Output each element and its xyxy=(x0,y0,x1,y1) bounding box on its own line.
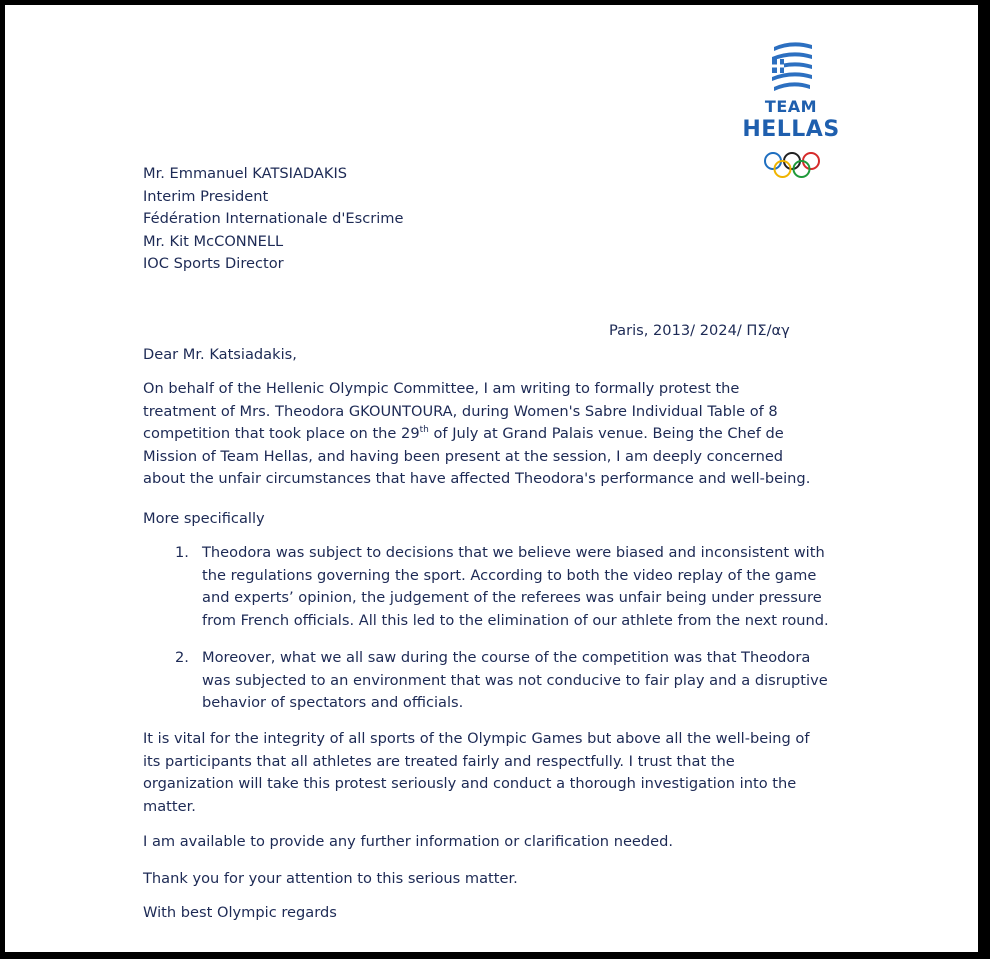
more-specifically-label: More specifically xyxy=(143,510,265,527)
paragraph-line: matter. xyxy=(143,797,196,815)
letter-page xyxy=(5,5,978,952)
date-reference-line: Paris, 2013/ 2024/ ΠΣ/αγ xyxy=(609,322,790,339)
closing-line: With best Olympic regards xyxy=(143,904,337,921)
olympic-rings-icon xyxy=(763,151,821,179)
salutation: Dear Mr. Katsiadakis, xyxy=(143,346,297,363)
list-item-line: and experts’ opinion, the judgement of the referees was unfair being under pressure xyxy=(202,589,822,607)
list-item-line: Moreover, what we all saw during the course of the competition was that Theodora xyxy=(202,649,811,666)
paragraph-line: On behalf of the Hellenic Olympic Committee, I am writing to formally protest the xyxy=(143,380,740,397)
recipient-address-block xyxy=(143,163,404,276)
list-item-number: 2. xyxy=(175,649,189,666)
team-hellas-logo xyxy=(733,39,849,179)
ordinal-suffix: th xyxy=(419,425,429,436)
paragraph-line: Mission of Team Hellas, and having been present at the session, I am deeply concerned xyxy=(143,447,784,465)
recipient-line: IOC Sports Director xyxy=(143,255,284,273)
paragraph-line: treatment of Mrs. Theodora GKOUNTOURA, during Women's Sabre Individual Table of 8 xyxy=(143,402,778,420)
intro-paragraph xyxy=(143,378,843,491)
logo-hellas-text: HELLAS xyxy=(742,117,840,142)
paragraph-line: organization will take this protest seriously and conduct a thorough investigation into the xyxy=(143,775,797,793)
paragraph-line: about the unfair circumstances that have affected Theodora's performance and well-being. xyxy=(143,470,811,488)
thanks-line: Thank you for your attention to this serious matter. xyxy=(143,870,518,887)
recipient-line: Interim President xyxy=(143,187,269,205)
recipient-line: Mr. Emmanuel KATSIADAKIS xyxy=(143,165,348,182)
recipient-line: Mr. Kit McCONNELL xyxy=(143,232,284,250)
list-item-number: 1. xyxy=(175,544,189,561)
list-item-line: behavior of spectators and officials. xyxy=(202,694,464,712)
list-item-line: was subjected to an environment that was not conducive to fair play and a disruptive xyxy=(202,671,828,689)
greek-flag-icon xyxy=(770,39,814,93)
list-item-body xyxy=(202,647,862,715)
integrity-paragraph xyxy=(143,728,843,818)
paragraph-line: It is vital for the integrity of all sports of the Olympic Games but above all the well-being of xyxy=(143,730,810,747)
paragraph-line-part: competition that took place on the 29 xyxy=(143,425,420,443)
list-item-line: from French officials. All this led to the elimination of our athlete from the next round. xyxy=(202,611,829,629)
paragraph-line-part: of July at Grand Palais venue. Being the Chef de xyxy=(428,425,784,443)
paragraph-line xyxy=(143,423,843,446)
list-item-line: Theodora was subject to decisions that we believe were biased and inconsistent with xyxy=(202,544,825,561)
paragraph-line: its participants that all athletes are treated fairly and respectfully. I trust that the xyxy=(143,752,735,770)
recipient-line: Fédération Internationale d'Escrime xyxy=(143,210,404,228)
logo-team-text: TEAM xyxy=(764,97,818,116)
availability-line: I am available to provide any further information or clarification needed. xyxy=(143,833,674,850)
list-item-line: the regulations governing the sport. According to both the video replay of the game xyxy=(202,566,817,584)
list-item-body xyxy=(202,542,862,632)
